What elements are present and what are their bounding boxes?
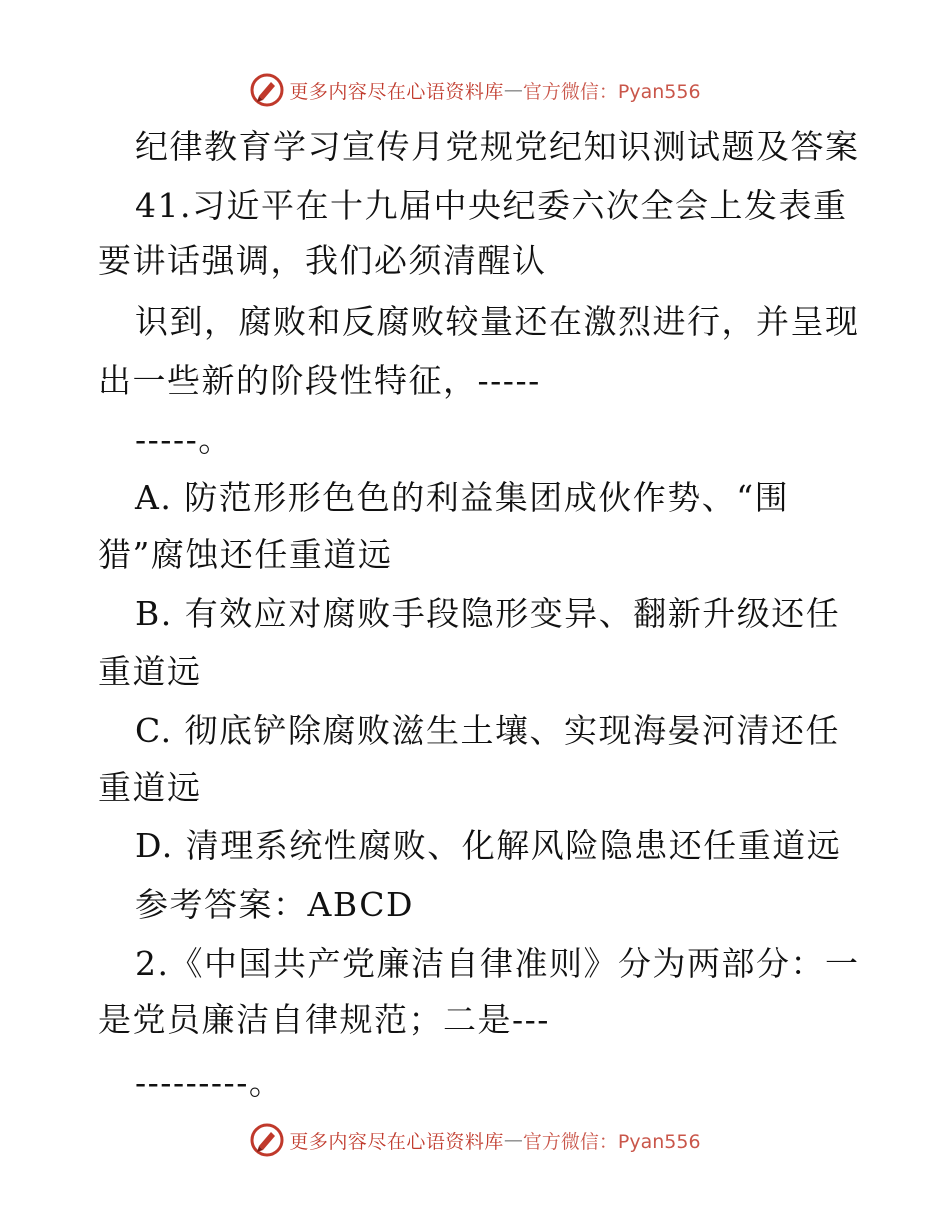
question-41-blank: -----。 [135, 420, 233, 459]
watermark-banner-bottom [0, 1120, 950, 1160]
banner-text: 更多内容尽在心语资料库 [289, 80, 504, 103]
question-41-line4: 出一些新的阶段性特征，----- [98, 361, 541, 400]
option-a-line2: 猎”腐蚀还任重道远 [98, 535, 393, 574]
question-2-line2: 是党员廉洁自律规范；二是--- [98, 1000, 550, 1039]
question-2-line1: 2.《中国共产党廉洁自律准则》分为两部分：一 [135, 944, 860, 983]
option-b-line2: 重道远 [98, 652, 202, 691]
question-2-blank: ---------。 [135, 1063, 284, 1102]
banner-dash: — [503, 79, 523, 101]
banner-dash: — [503, 1129, 523, 1151]
pen-logo-icon [249, 72, 285, 108]
option-a-line1: A. 防范形形色色的利益集团成伙作势、“围 [135, 478, 790, 517]
question-41-line1: 41.习近平在十九届中央纪委六次全会上发表重 [135, 186, 848, 225]
banner-text: 更多内容尽在心语资料库 [289, 1130, 504, 1153]
pen-logo-icon [249, 1122, 285, 1158]
option-c-line1: C. 彻底铲除腐败滋生土壤、实现海晏河清还任 [135, 711, 841, 750]
option-d-line1: D. 清理系统性腐败、化解风险隐患还任重道远 [135, 826, 842, 865]
banner-wechat: 官方微信：Pyan556 [522, 80, 701, 103]
answer-line: 参考答案：ABCD [135, 885, 414, 924]
option-b-line1: B. 有效应对腐败手段隐形变异、翻新升级还任 [135, 594, 841, 633]
question-41-line2: 要讲话强调，我们必须清醒认 [98, 241, 547, 280]
banner-wechat: 官方微信：Pyan556 [522, 1130, 701, 1153]
watermark-banner-top [0, 70, 950, 110]
question-41-line3: 识到，腐败和反腐败较量还在激烈进行，并呈现 [135, 302, 860, 341]
document-title: 纪律教育学习宣传月党规党纪知识测试题及答案 [135, 127, 860, 166]
option-c-line2: 重道远 [98, 768, 202, 807]
